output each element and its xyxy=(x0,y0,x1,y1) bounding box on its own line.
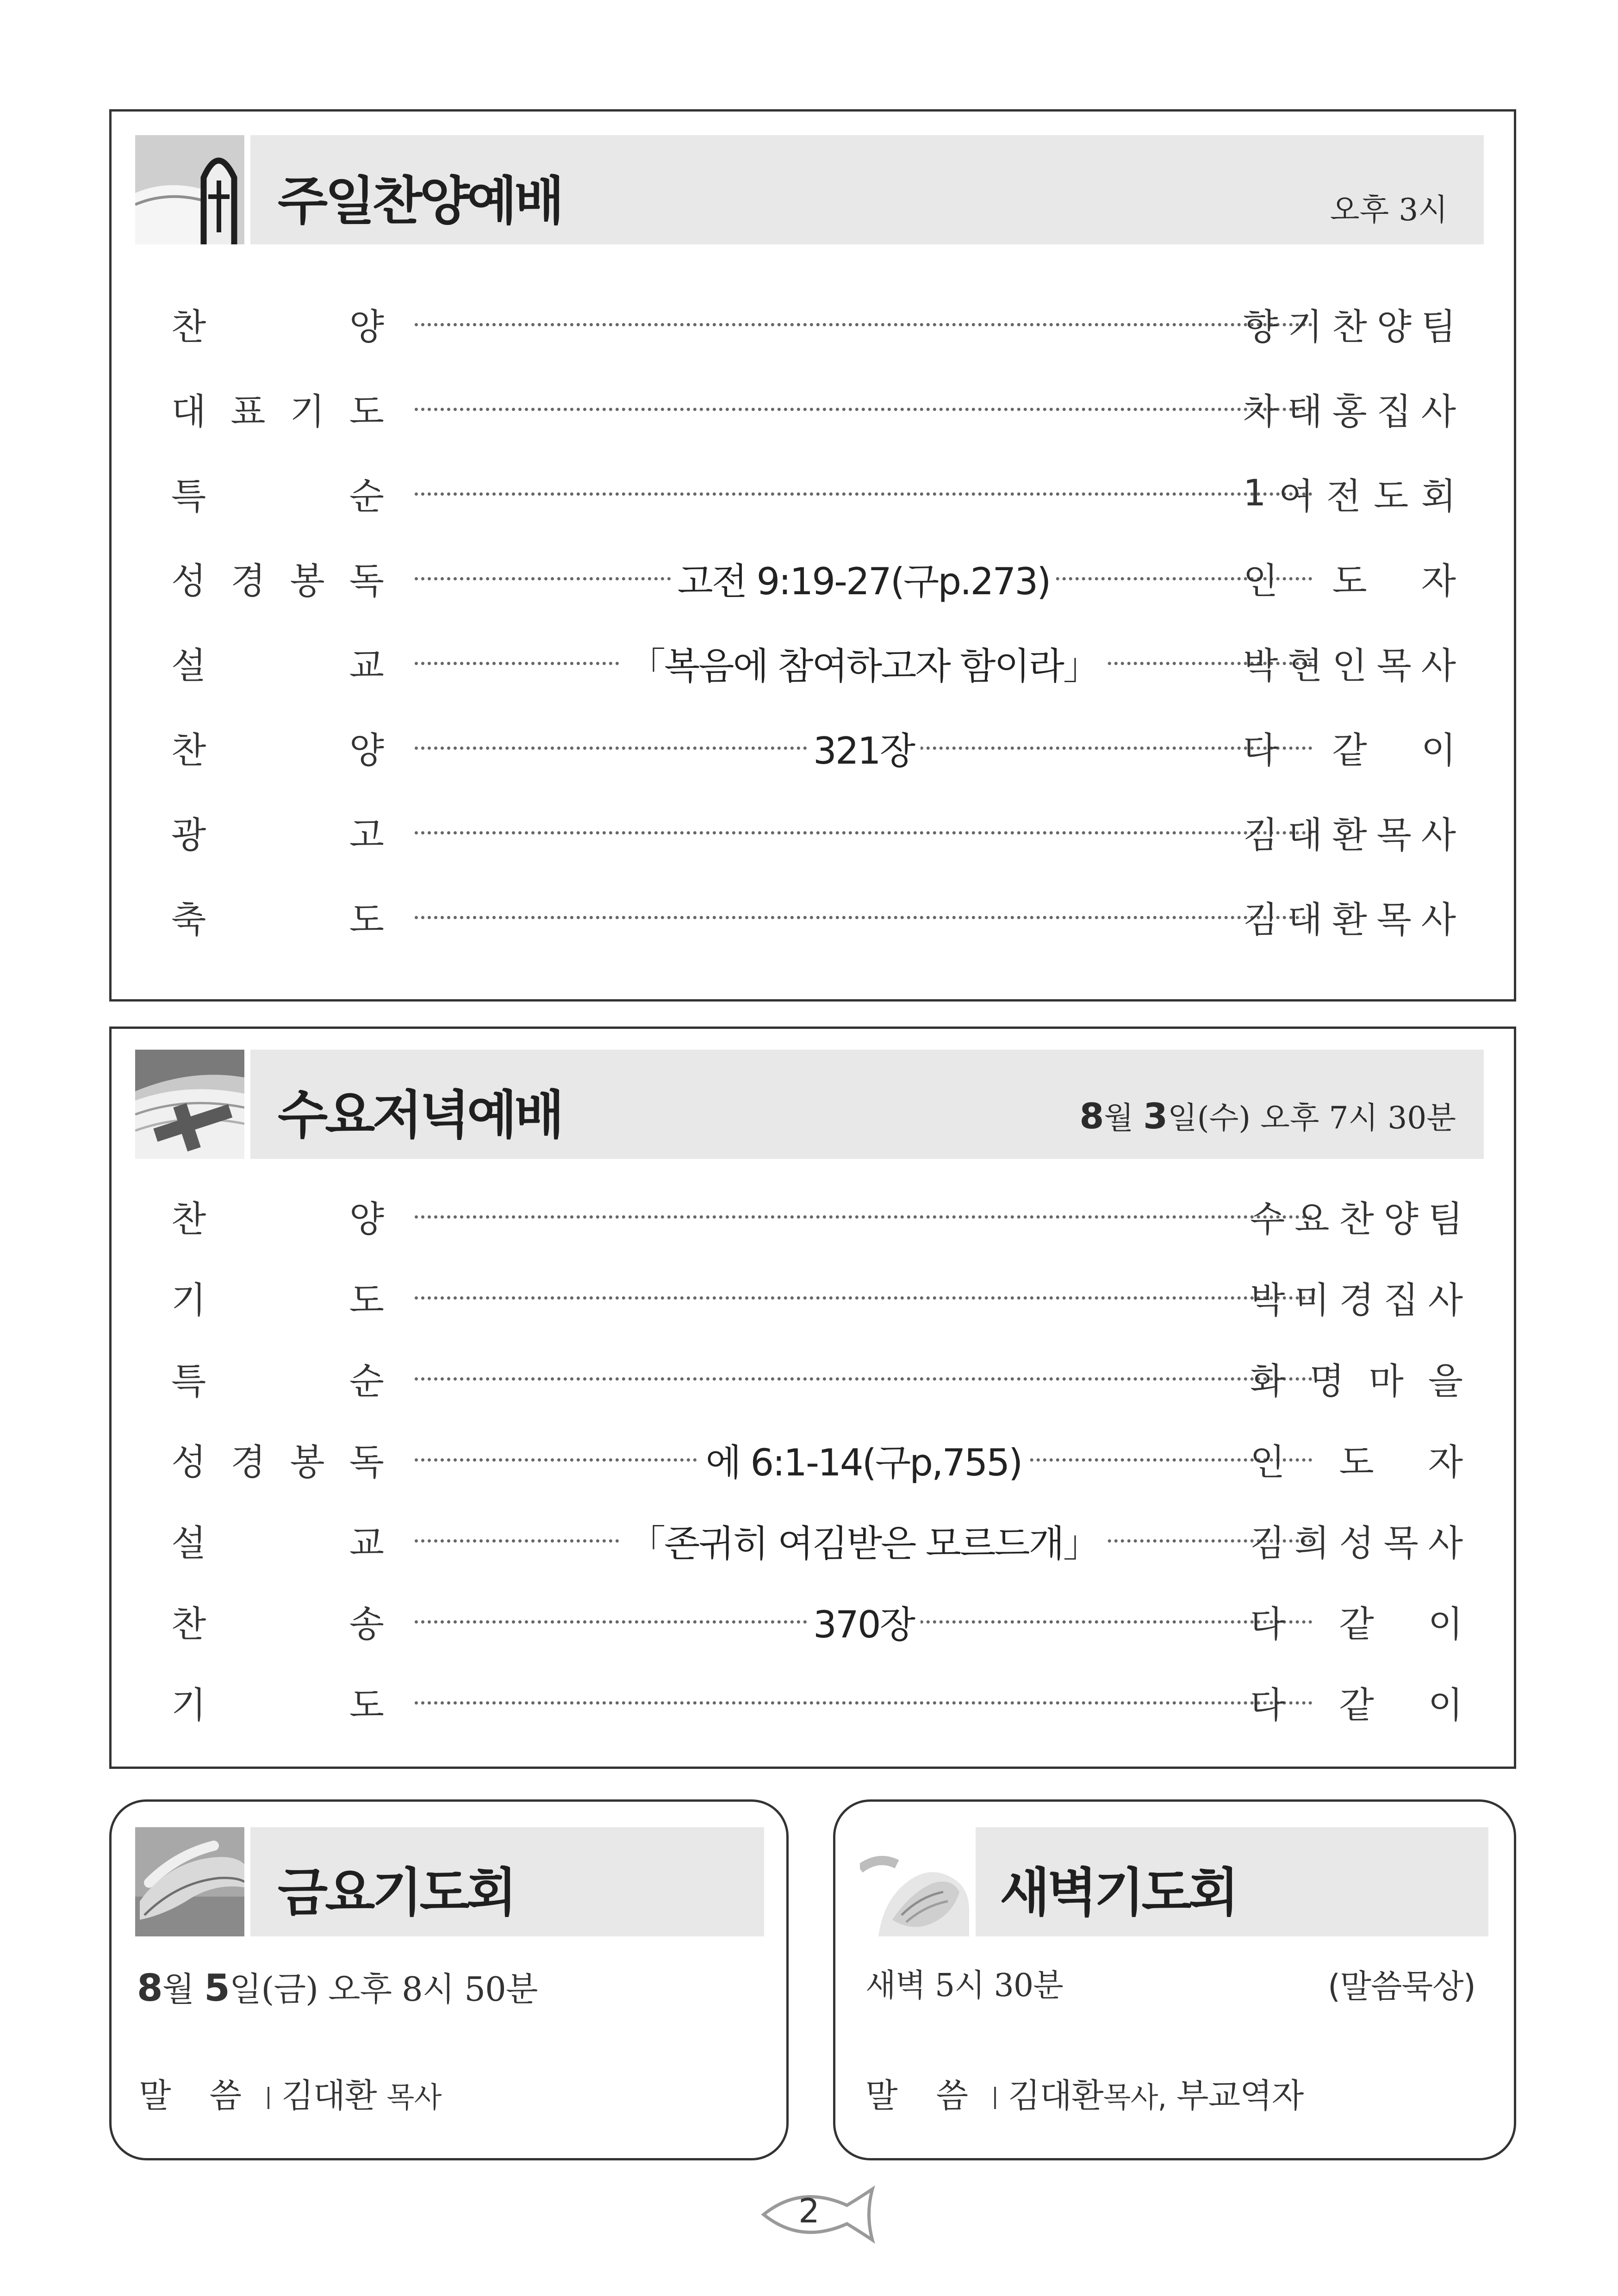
program-person-char: 마 xyxy=(1369,1361,1404,1402)
friday-speaker: 말 씀 김대환 목사 xyxy=(139,2076,442,2115)
program-person-char: 사 xyxy=(1421,645,1456,687)
program-row xyxy=(109,381,1516,436)
program-role-char: 교 xyxy=(349,645,384,687)
program-detail xyxy=(415,1512,1313,1568)
sunday-time: 오후 3시 xyxy=(1330,192,1448,228)
church-window-icon xyxy=(135,135,244,244)
wednesday-program xyxy=(109,1188,1516,1762)
program-row xyxy=(109,720,1516,775)
program-role-char: 도 xyxy=(349,1685,384,1726)
program-person-char: 향 xyxy=(1243,306,1278,348)
program-person-char: 성 xyxy=(1339,1523,1374,1564)
program-person-char: 팀 xyxy=(1421,306,1456,348)
program-person-char: 도 xyxy=(1374,476,1409,517)
dotted-leader xyxy=(415,1377,1313,1381)
program-person-char: 김 xyxy=(1243,899,1278,941)
folded-hands-icon xyxy=(860,1827,969,1936)
program-person-char: 전 xyxy=(1326,476,1361,517)
sunday-thumbnail xyxy=(135,135,244,244)
program-role-char: 경 xyxy=(230,1442,266,1483)
program-role-char: 도 xyxy=(349,899,384,941)
program-person xyxy=(1243,804,1456,860)
bible-cross-icon xyxy=(135,1050,244,1159)
program-person-char: 찬 xyxy=(1332,306,1367,348)
program-role-char: 찬 xyxy=(171,730,206,772)
program-person-char: 대 xyxy=(1288,899,1323,941)
dotted-leader xyxy=(415,408,1313,411)
program-role xyxy=(171,889,384,945)
program-person xyxy=(1250,1593,1463,1649)
dotted-leader xyxy=(415,323,1313,326)
program-person-char: 희 xyxy=(1294,1523,1330,1564)
program-role-char: 순 xyxy=(349,1361,384,1402)
program-role-char: 교 xyxy=(349,1523,384,1564)
program-person-char: 사 xyxy=(1421,391,1456,433)
program-role-char: 경 xyxy=(230,560,266,602)
dotted-leader xyxy=(415,1701,1313,1705)
program-person-char: 집 xyxy=(1383,1280,1419,1321)
program-role-char: 광 xyxy=(171,815,206,856)
program-role-char: 찬 xyxy=(171,1604,206,1645)
program-person xyxy=(1250,1269,1463,1325)
separator xyxy=(994,2087,996,2109)
program-row xyxy=(109,804,1516,860)
program-person-char: 도 xyxy=(1339,1442,1374,1483)
page-number: 2 xyxy=(798,2191,820,2230)
program-role xyxy=(171,1188,384,1244)
dotted-leader xyxy=(415,916,1313,919)
program-detail-text: 321장 xyxy=(807,721,921,774)
dawn-thumbnail xyxy=(860,1827,969,1936)
program-detail-text: 「복음에 참여하고자 함이라」 xyxy=(622,636,1105,690)
program-person-char: 요 xyxy=(1294,1199,1330,1240)
program-person-char: 수 xyxy=(1250,1199,1285,1240)
program-role-char: 대 xyxy=(171,391,206,433)
program-person xyxy=(1243,550,1456,606)
program-person-char: 경 xyxy=(1339,1280,1374,1321)
program-role-char: 찬 xyxy=(171,1199,206,1240)
program-person-char: 화 xyxy=(1250,1361,1285,1402)
program-role-char: 양 xyxy=(349,730,384,772)
program-person xyxy=(1250,1188,1463,1244)
program-person-char: 인 xyxy=(1332,645,1367,687)
program-person-char: 양 xyxy=(1383,1199,1419,1240)
program-person-char: 이 xyxy=(1421,730,1456,772)
program-person xyxy=(1243,466,1456,521)
program-role-char: 도 xyxy=(349,391,384,433)
program-row xyxy=(109,1188,1516,1244)
program-row xyxy=(109,466,1516,521)
dotted-leader xyxy=(415,1215,1313,1219)
program-person-char: 차 xyxy=(1243,391,1278,433)
program-person-char: 회 xyxy=(1421,476,1456,517)
program-role-char: 기 xyxy=(171,1685,206,1726)
program-detail xyxy=(415,550,1313,606)
program-role-char: 독 xyxy=(349,560,384,602)
program-person-char: 다 xyxy=(1250,1604,1285,1645)
program-person xyxy=(1250,1512,1463,1568)
program-role-char: 성 xyxy=(171,560,206,602)
program-person xyxy=(1243,635,1456,691)
program-role-char: 양 xyxy=(349,306,384,348)
program-person-char: 사 xyxy=(1421,899,1456,941)
program-person-char: 사 xyxy=(1421,815,1456,856)
program-person-char: 같 xyxy=(1332,730,1367,772)
program-person-char: 박 xyxy=(1243,645,1278,687)
dawn-note: (말씀묵상) xyxy=(1327,1967,1475,2005)
friday-title: 금요기도회 xyxy=(278,1863,514,1923)
program-role-char: 순 xyxy=(349,476,384,517)
program-role xyxy=(171,720,384,775)
program-role-char: 양 xyxy=(349,1199,384,1240)
dotted-leader xyxy=(415,1296,1313,1300)
program-person-char: 대 xyxy=(1288,815,1323,856)
program-role-char: 찬 xyxy=(171,306,206,348)
program-person xyxy=(1250,1431,1463,1487)
program-role xyxy=(171,1350,384,1406)
program-person-char: 다 xyxy=(1243,730,1278,772)
sunday-program xyxy=(109,296,1516,941)
program-person-char: 김 xyxy=(1243,815,1278,856)
program-person-char: 자 xyxy=(1428,1442,1463,1483)
dotted-leader xyxy=(415,831,1313,834)
sunday-title: 주일찬양예배 xyxy=(278,171,562,231)
program-detail-text: 370장 xyxy=(807,1595,921,1648)
program-role-char: 표 xyxy=(230,391,266,433)
friday-thumbnail xyxy=(135,1827,244,1936)
program-person-char: 여 xyxy=(1278,476,1314,517)
separator xyxy=(268,2087,269,2109)
program-role xyxy=(171,1674,384,1730)
program-person-char: 인 xyxy=(1243,560,1278,602)
program-row xyxy=(109,296,1516,352)
program-role xyxy=(171,550,384,606)
program-role-char: 기 xyxy=(171,1280,206,1321)
program-person-char: 김 xyxy=(1250,1523,1285,1564)
program-role-char: 특 xyxy=(171,1361,206,1402)
program-person-char: 인 xyxy=(1250,1442,1285,1483)
program-person-char: 양 xyxy=(1376,306,1412,348)
program-role-char: 특 xyxy=(171,476,206,517)
friday-time: 8월 5일(금) 오후 8시 50분 xyxy=(137,1966,538,2010)
program-role-char: 도 xyxy=(349,1280,384,1321)
program-row xyxy=(109,1350,1516,1406)
program-person xyxy=(1243,381,1456,436)
program-detail xyxy=(415,635,1313,691)
program-person xyxy=(1250,1674,1463,1730)
program-row xyxy=(109,550,1516,606)
program-detail xyxy=(415,720,1313,775)
program-row xyxy=(109,1674,1516,1730)
program-role xyxy=(171,296,384,352)
program-role xyxy=(171,381,384,436)
program-person-char: 홍 xyxy=(1332,391,1367,433)
wednesday-thumbnail xyxy=(135,1050,244,1159)
program-person-char: 현 xyxy=(1288,645,1323,687)
program-person-char: 사 xyxy=(1428,1280,1463,1321)
program-row xyxy=(109,635,1516,691)
program-person-char: 명 xyxy=(1309,1361,1344,1402)
program-role xyxy=(171,1512,384,1568)
program-role-char: 기 xyxy=(290,391,325,433)
program-person-char: 팀 xyxy=(1428,1199,1463,1240)
program-person-char: 도 xyxy=(1332,560,1367,602)
program-person-char: 환 xyxy=(1332,815,1367,856)
program-person-char: 같 xyxy=(1339,1685,1374,1726)
program-detail-text: 에 6:1-14(구p,755) xyxy=(699,1433,1028,1486)
program-role xyxy=(171,635,384,691)
program-person-char: 1 xyxy=(1243,473,1266,514)
program-role-char: 독 xyxy=(349,1442,384,1483)
dotted-leader xyxy=(415,492,1313,496)
program-person-char: 찬 xyxy=(1339,1199,1374,1240)
program-person-char: 목 xyxy=(1376,815,1412,856)
program-role xyxy=(171,804,384,860)
program-role xyxy=(171,1593,384,1649)
program-detail-text: 고전 9:19-27(구p.273) xyxy=(671,552,1057,605)
program-person-char: 이 xyxy=(1428,1685,1463,1726)
program-person xyxy=(1243,296,1456,352)
program-role xyxy=(171,1269,384,1325)
program-person-char: 태 xyxy=(1288,391,1323,433)
program-row xyxy=(109,1512,1516,1568)
program-person-char: 사 xyxy=(1428,1523,1463,1564)
program-person-char: 목 xyxy=(1383,1523,1419,1564)
dawn-title: 새벽기도회 xyxy=(1000,1863,1236,1923)
program-role xyxy=(171,1431,384,1487)
program-detail xyxy=(415,1431,1313,1487)
wednesday-time: 8월 3일(수) 오후 7시 30분 xyxy=(1079,1095,1456,1137)
program-row xyxy=(109,1269,1516,1325)
program-role-char: 송 xyxy=(349,1604,384,1645)
program-detail-text: 「존귀히 여김받은 모르드개」 xyxy=(622,1514,1105,1567)
program-person-char: 집 xyxy=(1376,391,1412,433)
program-person-char: 이 xyxy=(1428,1604,1463,1645)
praying-hands-icon xyxy=(135,1827,244,1936)
dawn-speaker: 말 씀 김대환목사, 부교역자 xyxy=(865,2076,1304,2115)
program-role-char: 봉 xyxy=(290,560,325,602)
program-person-char: 박 xyxy=(1250,1280,1285,1321)
program-row xyxy=(109,889,1516,945)
program-person-char: 자 xyxy=(1421,560,1456,602)
program-person-char: 같 xyxy=(1339,1604,1374,1645)
program-person-char: 미 xyxy=(1294,1280,1330,1321)
program-role-char: 설 xyxy=(171,645,206,687)
program-person xyxy=(1243,720,1456,775)
program-person-char: 환 xyxy=(1332,899,1367,941)
program-role-char: 고 xyxy=(349,815,384,856)
program-person-char: 목 xyxy=(1376,645,1412,687)
program-row xyxy=(109,1593,1516,1649)
program-person-char: 다 xyxy=(1250,1685,1285,1726)
program-person xyxy=(1250,1350,1463,1406)
program-role-char: 봉 xyxy=(290,1442,325,1483)
program-role-char: 성 xyxy=(171,1442,206,1483)
program-role-char: 축 xyxy=(171,899,206,941)
program-person-char: 목 xyxy=(1376,899,1412,941)
program-person-char: 기 xyxy=(1288,306,1323,348)
program-row xyxy=(109,1431,1516,1487)
program-person xyxy=(1243,889,1456,945)
program-role xyxy=(171,466,384,521)
wednesday-title: 수요저녁예배 xyxy=(278,1085,562,1145)
program-role-char: 설 xyxy=(171,1523,206,1564)
dawn-time: 새벽 5시 30분 xyxy=(865,1967,1063,2004)
program-person-char: 을 xyxy=(1428,1361,1463,1402)
program-detail xyxy=(415,1593,1313,1649)
